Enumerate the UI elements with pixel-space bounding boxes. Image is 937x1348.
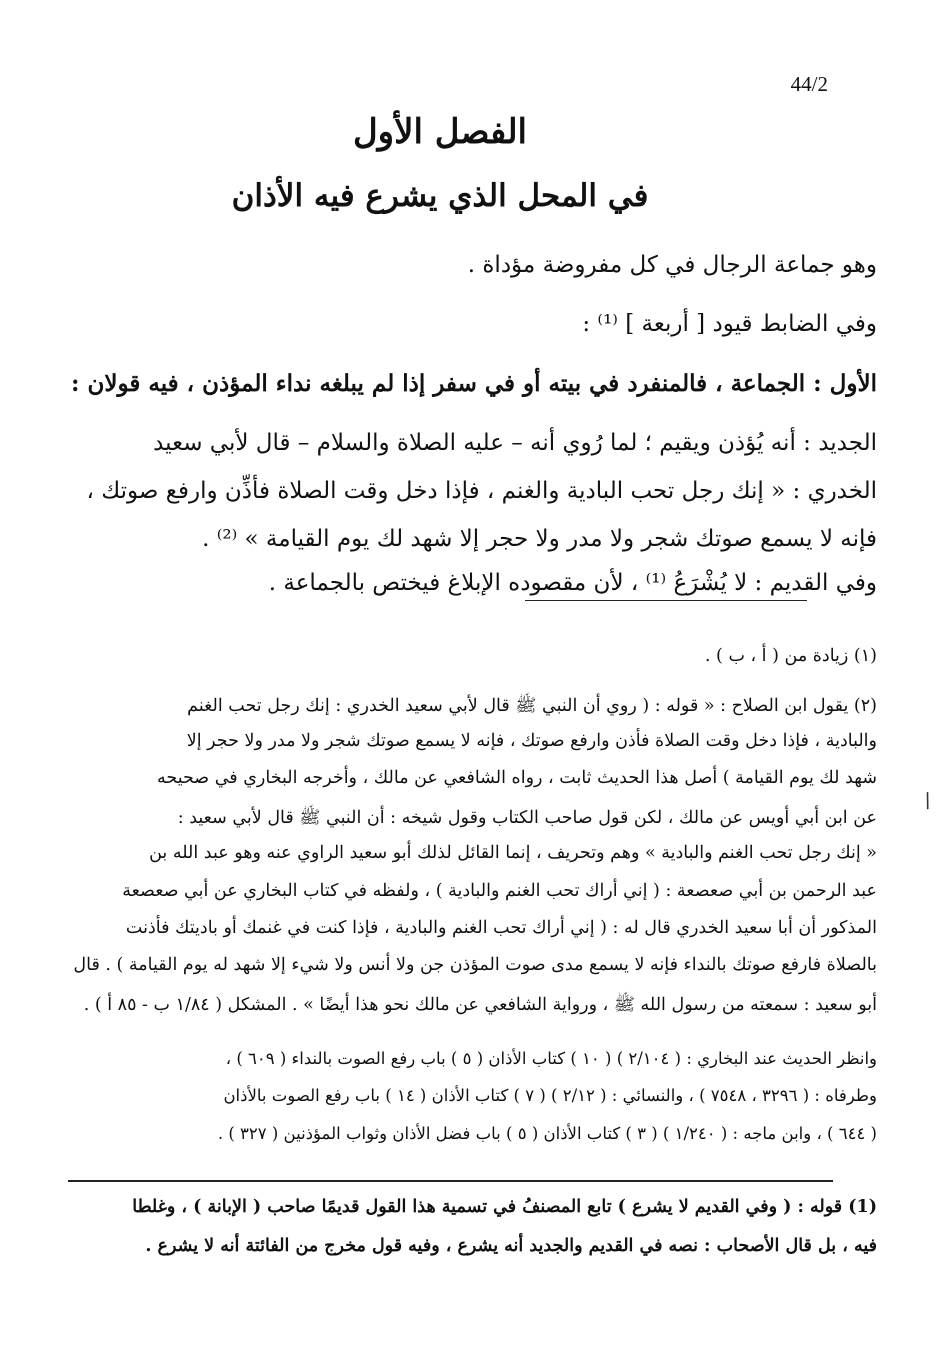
separator-rule [68,1180,833,1182]
footnote-line: عبد الرحمن بن أبي صعصعة : ( إني أراك تحب الغنم والبادية ) ، ولفظه في كتاب البخاري عن أبي صعصعة [122,881,877,901]
body-line: وهو جماعة الرجال في كل مفروضة مؤداة . [467,252,877,278]
body-line: الجديد : أنه يُؤذن ويقيم ؛ لما رُوي أنه – عليه الصلاة والسلام – قال لأبي سعيد [153,430,877,456]
section-title: في المحل الذي يشرع فيه الأذان [231,178,649,214]
body-line: وفي الضابط قيود [ أربعة ] ⁽¹⁾ : [582,311,877,337]
margin-mark: / [920,787,935,813]
editor-note-line: (1) قوله : ( وفي القديم لا يشرع ) تابع المصنفُ في تسمية هذا القول قديمًا صاحب ( الإبانة ) ، وغلطا [132,1197,877,1217]
footnote-line: شهد لك يوم القيامة ) أصل هذا الحديث ثابت ، رواه الشافعي عن مالك ، وأخرجه البخاري في صحيحه [157,768,877,788]
footnote-line: أبو سعيد : سمعته من رسول الله ﷺ ، ورواية الشافعي عن مالك نحو هذا أيضًا » . المشكل ( ١/٨٤ ب - ٨٥ أ ) . [83,995,877,1015]
footnote-line: والبادية ، فإذا دخل وقت الصلاة فأذن وارفع صوتك ، فإنه لا يسمع صوتك شجر ولا مدر ولا حجر إلا [186,731,877,751]
body-line: الخدري : « إنك رجل تحب البادية والغنم ، فإذا دخل وقت الصلاة فأذِّن وارفع صوتك ، [86,478,877,504]
footnote-line: (١) زيادة من ( أ ، ب ) . [704,646,877,666]
editor-note-line: فيه ، بل قال الأصحاب : نصه في القديم والجديد أنه يشرع ، وفيه قول مخرج من الفائتة أنه لا يشرع . [145,1236,877,1256]
footnote-line: عن ابن أبي أويس عن مالك ، لكن قول صاحب الكتاب وقول شيخه : أن النبي ﷺ قال لأبي سعيد : [177,808,877,828]
underline-rule [525,600,807,601]
footnote-line: وطرفاه : ( ٣٢٩٦ ، ٧٥٤٨ ) ، والنسائي : ( ٢/١٢ ) ( ٧ ) كتاب الأذان ( ١٤ ) باب رفع الصوت بالأذان [223,1086,877,1105]
chapter-title: الفصل الأول [352,112,528,152]
body-line: فإنه لا يسمع صوتك شجر ولا مدر ولا حجر إلا شهد لك يوم القيامة » ⁽²⁾ . [202,526,877,552]
footnote-line: بالصلاة فارفع صوتك بالنداء فإنه لا يسمع مدى صوت المؤذن جن ولا أنس ولا شيء إلا شهد له يوم القيامة ) . قال [73,955,877,975]
footnote-line: المذكور أن أبا سعيد الخدري قال له : ( إني أراك تحب الغنم والبادية ، فإذا كنت في غنمك أو باديتك فأذنت [125,918,877,938]
footnote-line: « إنك رجل تحب الغنم والبادية » وهم وتحريف ، إنما القائل لذلك أبو سعيد الراوي عنه وهو عبد الله بن [149,843,877,863]
footnote-line: وانظر الحديث عند البخاري : ( ٢/١٠٤ ) ( ١٠ ) كتاب الأذان ( ٥ ) باب رفع الصوت بالنداء ( ٦٠٩ ) ، [225,1049,877,1068]
body-line: وفي القديم : لا يُشْرَعُ ⁽¹⁾ ، لأن مقصوده الإبلاغ فيختص بالجماعة . [268,570,877,596]
footnote-line: ( ٦٤٤ ) ، وابن ماجه : ( ١/٢٤٠ ) ( ٣ ) كتاب الأذان ( ٥ ) باب فضل الأذان وثواب المؤذنين ( ٣٢٧ ) . [217,1124,877,1143]
page-number: 44/2 [790,72,828,96]
body-line-heading: الأول : الجماعة ، فالمنفرد في بيته أو في سفر إذا لم يبلغه نداء المؤذن ، فيه قولان : [71,370,877,397]
footnote-line: (٢) يقول ابن الصلاح : « قوله : ( روي أن النبي ﷺ قال لأبي سعيد الخدري : إنك رجل تحب الغنم [187,696,877,716]
